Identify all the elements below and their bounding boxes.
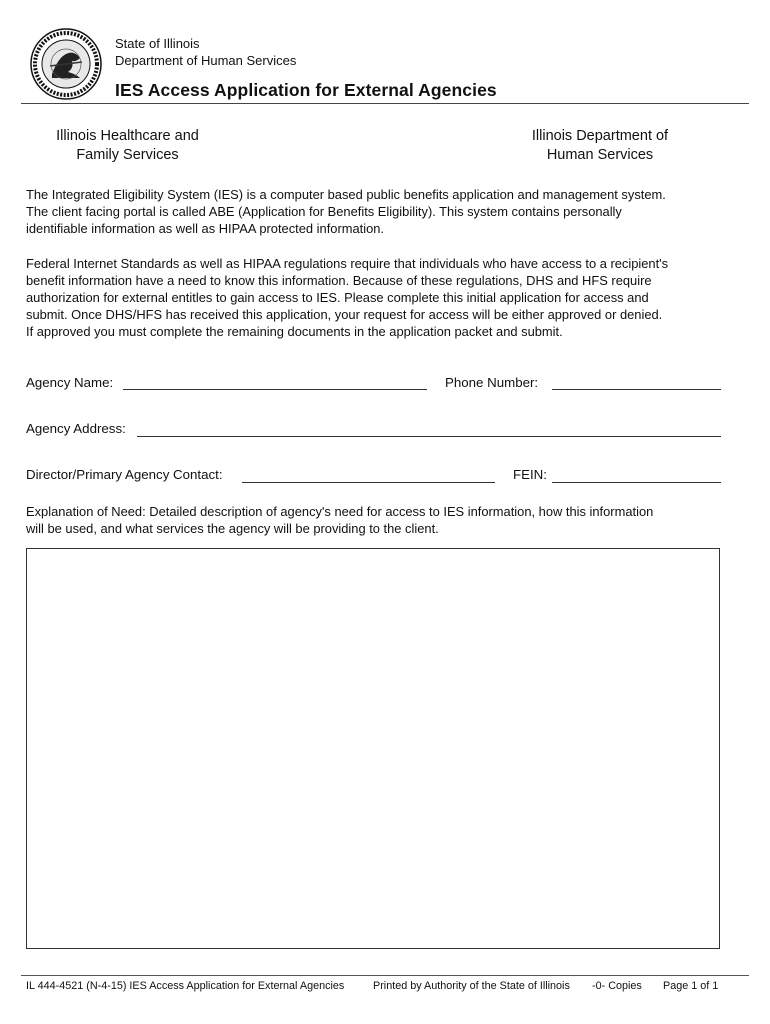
- footer-form-id: IL 444-4521 (N-4-15) IES Access Application for External Agencies: [26, 980, 345, 992]
- director-contact-label: Director/Primary Agency Contact:: [26, 467, 223, 482]
- agency-address-label: Agency Address:: [26, 421, 126, 436]
- agency-address-field[interactable]: [137, 436, 721, 437]
- explanation-instructions: [26, 503, 726, 537]
- fein-field[interactable]: [552, 482, 721, 483]
- department-name: Department of Human Services: [115, 53, 297, 68]
- intro-line: submit. Once DHS/HFS has received this application, your request for access will be either approved or denied.: [26, 307, 663, 322]
- footer-page-number: Page 1 of 1: [663, 980, 719, 992]
- explanation-line: Explanation of Need: Detailed description of agency's need for access to IES information, how this information: [26, 504, 654, 519]
- agency-name-label: Agency Name:: [26, 375, 114, 390]
- intro-paragraph-1: [26, 186, 726, 237]
- intro-line: The client facing portal is called ABE (Application for Benefits Eligibility). This system contains personally: [26, 204, 622, 219]
- fein-label: FEIN:: [513, 467, 547, 482]
- agency-hfs-line1: Illinois Healthcare and: [56, 128, 199, 144]
- state-seal-icon: [30, 28, 102, 100]
- state-name: State of Illinois: [115, 36, 200, 51]
- director-contact-field[interactable]: [242, 482, 495, 483]
- phone-number-field[interactable]: [552, 389, 721, 390]
- agency-dhs: [520, 127, 680, 165]
- phone-number-label: Phone Number:: [445, 375, 539, 390]
- footer-authority: Printed by Authority of the State of Illinois: [373, 980, 570, 992]
- intro-paragraph-2: [26, 255, 726, 340]
- agency-hfs-line2: Family Services: [76, 147, 179, 163]
- footer-divider: [21, 975, 749, 976]
- agency-hfs: [40, 127, 215, 165]
- intro-line: If approved you must complete the remaining documents in the application packet and submit.: [26, 324, 563, 339]
- form-title: IES Access Application for External Agencies: [115, 80, 497, 100]
- agency-name-field[interactable]: [123, 389, 427, 390]
- explanation-line: will be used, and what services the agency will be providing to the client.: [26, 521, 439, 536]
- intro-line: The Integrated Eligibility System (IES) is a computer based public benefits application and management system.: [26, 187, 666, 202]
- agency-dhs-line2: Human Services: [546, 147, 654, 163]
- intro-line: identifiable information as well as HIPAA protected information.: [26, 221, 385, 236]
- intro-line: authorization for external entitles to gain access to IES. Please complete this initial application for access and: [26, 290, 649, 305]
- intro-line: benefit information have a need to know this information. Because of these regulations, DHS and HFS require: [26, 273, 652, 288]
- footer-copies: -0- Copies: [592, 980, 642, 992]
- header-divider: [21, 103, 749, 104]
- intro-line: Federal Internet Standards as well as HIPAA regulations require that individuals who have access to a recipient's: [26, 256, 669, 271]
- explanation-of-need-textarea[interactable]: [26, 548, 720, 949]
- agency-dhs-line1: Illinois Department of: [531, 128, 669, 144]
